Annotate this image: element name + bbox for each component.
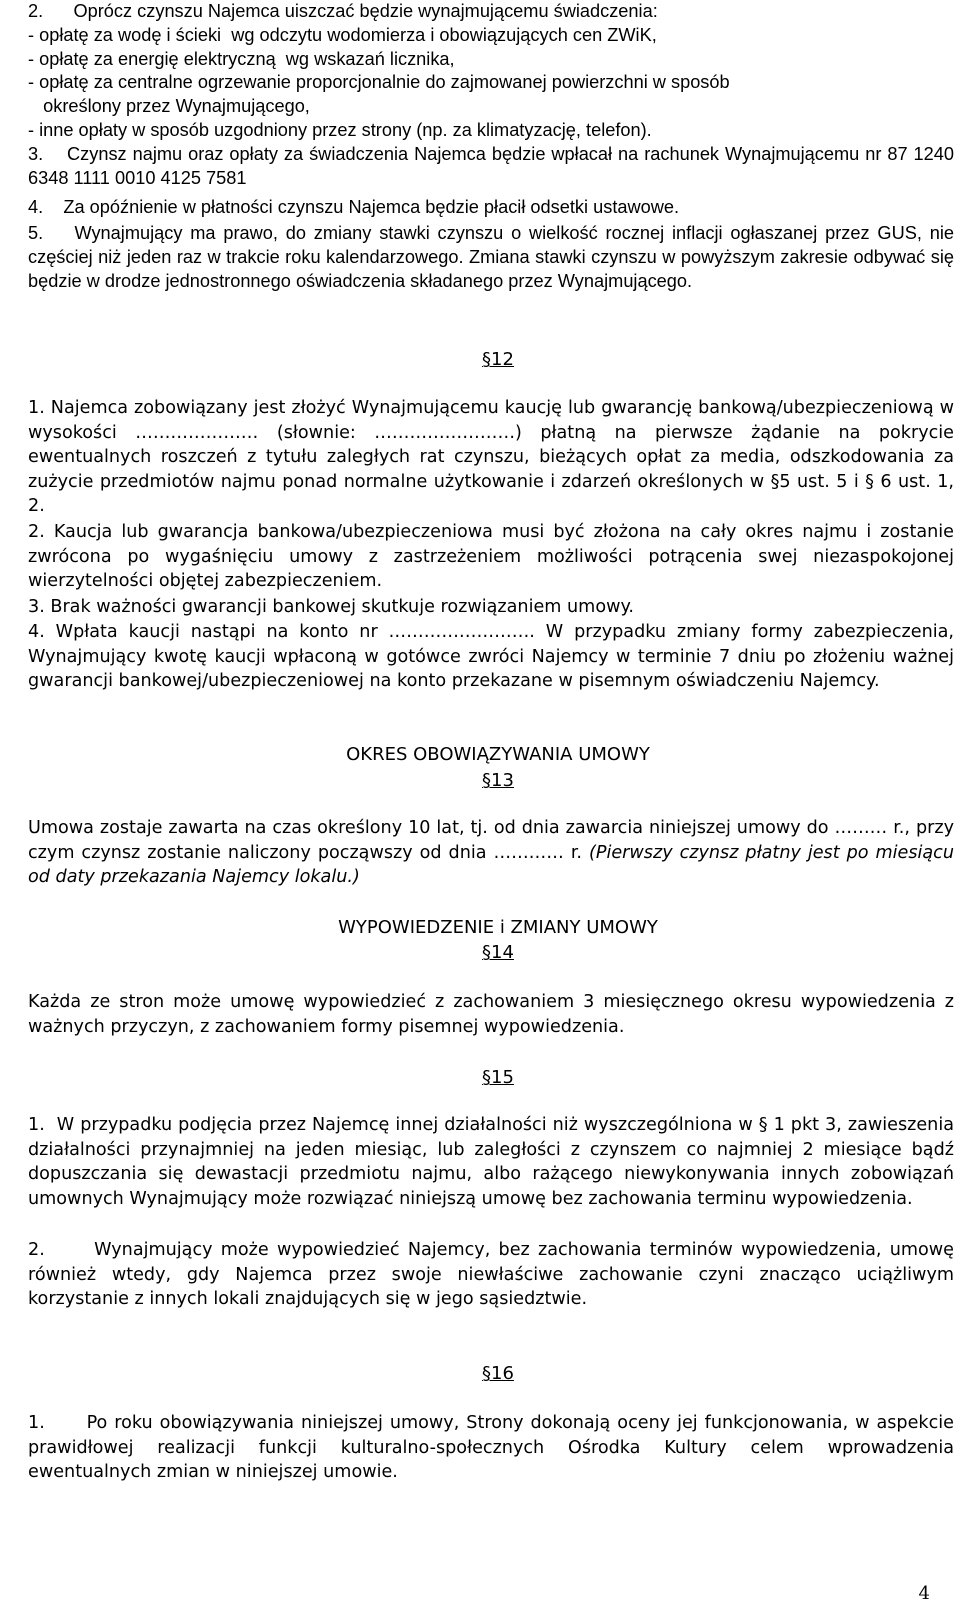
section-14-heading: §14	[482, 942, 514, 963]
s15-item1: 1. W przypadku podjęcia przez Najemcę innej działalności niż wyszczególniona w § 1 pkt 3, zawieszenia działalności przynajmniej na jeden miesiąc, lub zaległości z czynszem co najmniej 2 miesiące bądź dopuszczania się dewastacji przedmiotu najmu, albo rażącego niewykonywania innych zobowiązań umownych Wynajmujący może rozwiązać niniejszą umowę bez zachowania terminu wypowiedzenia.	[28, 1115, 954, 1209]
section-14-title: WYPOWIEDZENIE i ZMIANY UMOWY	[338, 917, 658, 938]
section-13-title: OKRES OBOWIĄZYWANIA UMOWY	[346, 744, 650, 765]
s11-item2-line: określony przez Wynajmującego,	[28, 96, 310, 117]
s11-item2-line: - inne opłaty w sposób uzgodniony przez strony (np. za klimatyzację, telefon).	[28, 119, 652, 140]
section-12-heading: §12	[482, 349, 514, 370]
section-13-heading: §13	[482, 770, 514, 791]
s12-item3: 3. Brak ważności gwarancji bankowej skutkuje rozwiązaniem umowy.	[28, 597, 634, 617]
section-16-heading: §16	[482, 1363, 514, 1384]
s11-item2-line: - opłatę za energię elektryczną wg wskazań licznika,	[28, 48, 455, 69]
section-15-heading: §15	[482, 1067, 514, 1088]
s13-text-main: Umowa zostaje zawarta na czas określony 10 lat, tj. od dnia zawarcia niniejszej umowy do ……… r., przy czym czynsz zostanie naliczony począwszy od dnia ………… r.	[28, 818, 954, 863]
s12-item1: 1. Najemca zobowiązany jest złożyć Wynajmującemu kaucję lub gwarancję bankową/ubezpieczeniową w wysokości ………………… (słownie: ……………………) płatną na pierwsze żądanie na pokrycie ewentualnych roszczeń z tytułu zaległych rat czynszu, bieżących opłat za media, odszkodowania za zużycie przedmiotów najmu ponad normalne użytkowanie i zdarzeń określonych w §5 ust. 5 i § 6 ust. 1, 2.	[28, 398, 954, 516]
s11-item3: 3. Czynsz najmu oraz opłaty za świadczenia Najemca będzie wpłacał na rachunek Wynajmującemu nr 87 1240 6348 1111 0010 4125 7581	[28, 144, 954, 188]
s11-item4: 4. Za opóźnienie w płatności czynszu Najemca będzie płacił odsetki ustawowe.	[28, 197, 680, 217]
s16-item1: 1. Po roku obowiązywania niniejszej umowy, Strony dokonają oceny jej funkcjonowania, w aspekcie prawidłowej realizacji funkcji kulturalno-społecznych Ośrodka Kultury celem wprowadzenia ewentualnych zmian w niniejszej umowie.	[28, 1413, 954, 1482]
s11-item2-line: - opłatę za wodę i ścieki wg odczytu wodomierza i obowiązujących cen ZWiK,	[28, 24, 657, 45]
document-page	[28, 0, 954, 1620]
s15-item2: 2. Wynajmujący może wypowiedzieć Najemcy, bez zachowania terminów wypowiedzenia, umowę również wtedy, gdy Najemca przez swoje niewłaściwe zachowanie czyni znacząco uciążliwym korzystanie z innych lokali znajdujących się w jego sąsiedztwie.	[28, 1240, 954, 1309]
s12-item4: 4. Wpłata kaucji nastąpi na konto nr ……………………. W przypadku zmiany formy zabezpieczenia, Wynajmujący kwotę kaucji wpłaconą w gotówce zwróci Najemcy w terminie 7 dniu po złożeniu ważnej gwarancji bankowej/ubezpieczeniowej na konto przekazane w pisemnym oświadczeniu Najemcy.	[28, 622, 954, 691]
s13-text-italic: (Pierwszy czynsz płatny jest po miesiącu od daty przekazania Najemcy lokalu.)	[28, 842, 954, 887]
page-number: 4	[918, 1583, 930, 1604]
s13-text	[28, 816, 954, 890]
s11-item2	[28, 0, 954, 143]
s14-text: Każda ze stron może umowę wypowiedzieć z zachowaniem 3 miesięcznego okresu wypowiedzenia z ważnych przyczyn, z zachowaniem formy pisemnej wypowiedzenia.	[28, 992, 954, 1037]
s12-item2: 2. Kaucja lub gwarancja bankowa/ubezpieczeniowa musi być złożona na cały okres najmu i zostanie zwrócona po wygaśnięciu umowy z zastrzeżeniem możliwości potrącenia swej niezaspokojonej wierzytelności objętej zabezpieczeniem.	[28, 522, 954, 591]
s11-item5: 5. Wynajmujący ma prawo, do zmiany stawki czynszu o wielkość rocznej inflacji ogłaszanej przez GUS, nie częściej niż jeden raz w trakcie roku kalendarzowego. Zmiana stawki czynszu w powyższym zakresie odbywać się będzie w drodze jednostronnego oświadczenia składanego przez Wynajmującego.	[28, 223, 954, 291]
s11-item2-line: - opłatę za centralne ogrzewanie proporcjonalnie do zajmowanej powierzchni w sposób	[28, 72, 730, 93]
s11-item2-line: 2. Oprócz czynszu Najemca uiszczać będzie wynajmującemu świadczenia:	[28, 1, 658, 21]
